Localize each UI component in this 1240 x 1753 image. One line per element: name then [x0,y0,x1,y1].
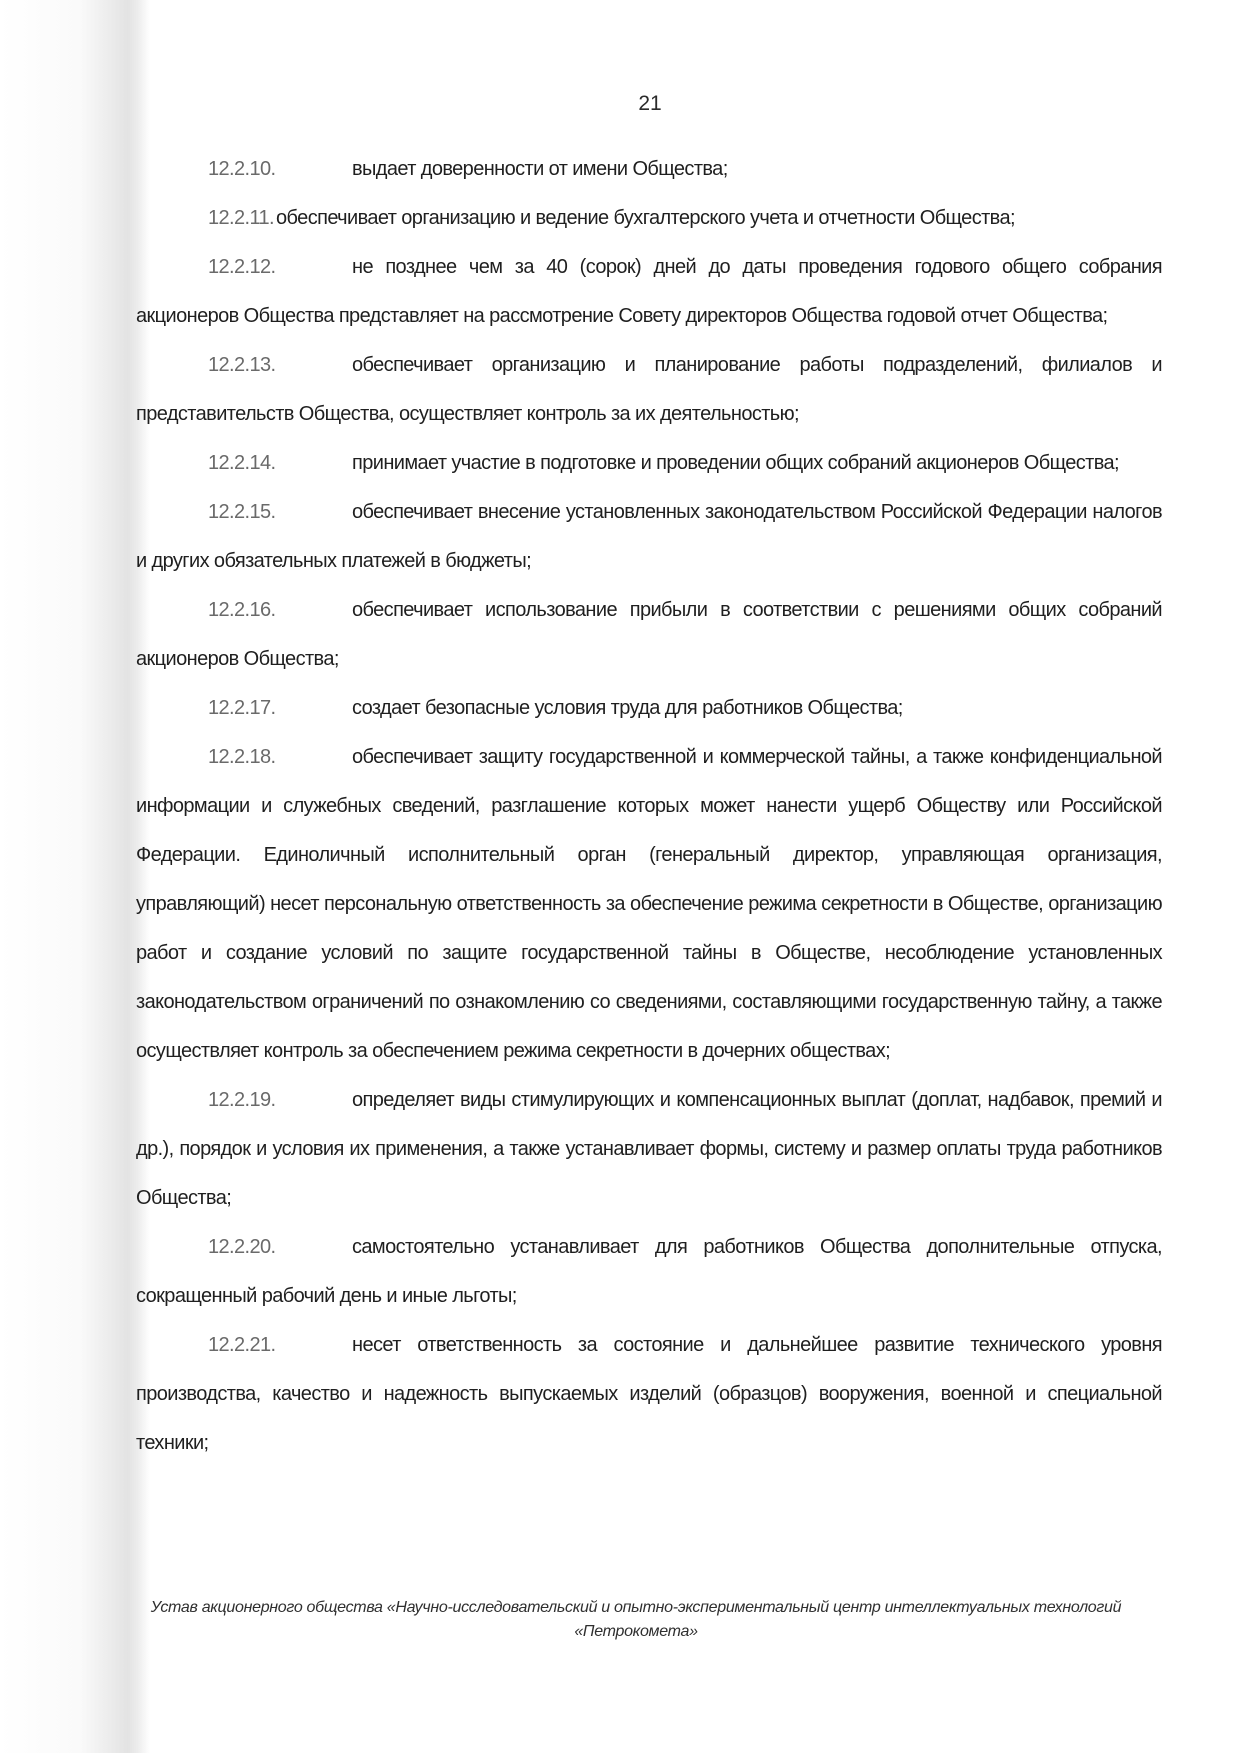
clause-12-2-15 [136,488,1162,586]
footer-line-1: Устав акционерного общества «Научно-исследовательский и опытно-экспериментальный центр интеллектуальных технологий [150,1599,1122,1616]
document-footer [136,1596,1136,1644]
clause-text: принимает участие в подготовке и проведении общих собраний акционеров Общества; [352,452,1119,474]
clause-text: определяет виды стимулирующих и компенсационных выплат (доплат, надбавок, премий и др.), порядок и условия их применения, а также устанавливает формы, систему и размер оплаты труда работников Общества; [136,1089,1162,1209]
clause-12-2-14 [136,439,1162,488]
document-body [136,145,1162,1468]
clause-12-2-11 [136,194,1162,243]
clause-text: выдает доверенности от имени Общества; [352,158,728,180]
clause-number: 12.2.21. [208,1334,276,1356]
clause-text: несет ответственность за состояние и дальнейшее развитие технического уровня производства, качество и надежность выпускаемых изделий (образцов) вооружения, военной и специальной техники; [136,1334,1162,1454]
clause-number: 12.2.17. [208,697,276,719]
clause-text: создает безопасные условия труда для работников Общества; [352,697,903,719]
clause-12-2-12 [136,243,1162,341]
clause-number: 12.2.13. [208,354,276,376]
clause-number: 12.2.19. [208,1089,276,1111]
page-number: 21 [638,92,662,115]
clause-number: 12.2.14. [208,452,276,474]
clause-12-2-16 [136,586,1162,684]
clause-text: обеспечивает использование прибыли в соответствии с решениями общих собраний акционеров Общества; [136,599,1162,670]
clause-text: обеспечивает организацию и планирование работы подразделений, филиалов и представительств Общества, осуществляет контроль за их деятельностью; [136,354,1162,425]
clause-text: обеспечивает внесение установленных законодательством Российской Федерации налогов и других обязательных платежей в бюджеты; [136,501,1162,572]
clause-12-2-10 [136,145,1162,194]
clause-12-2-21 [136,1321,1162,1468]
clause-number: 12.2.20. [208,1236,276,1258]
clause-number: 12.2.11. [208,207,275,229]
clause-12-2-17 [136,684,1162,733]
clause-12-2-19 [136,1076,1162,1223]
clause-text: не позднее чем за 40 (сорок) дней до даты проведения годового общего собрания акционеров Общества представляет на рассмотрение Совету директоров Общества годовой отчет Общества; [136,256,1162,327]
clause-number: 12.2.12. [208,256,276,278]
clause-number: 12.2.15. [208,501,276,523]
clause-number: 12.2.10. [208,158,276,180]
footer-line-2: «Петрокомета» [574,1623,698,1640]
clause-number: 12.2.16. [208,599,276,621]
clause-text: обеспечивает защиту государственной и коммерческой тайны, а также конфиденциальной информации и служебных сведений, разглашение которых может нанести ущерб Обществу или Российской Федерации. Единоличный исполнительный орган (генеральный директор, управляющая организация, управляющий) несет персональную ответственность за обеспечение режима секретности в Обществе, организацию работ и создание условий по защите государственной тайны в Обществе, несоблюдение установленных законодательством ограничений по ознакомлению со сведениями, составляющими государственную тайну, а также осуществляет контроль за обеспечением режима секретности в дочерних обществах; [136,746,1162,1062]
clause-12-2-13 [136,341,1162,439]
clause-text: обеспечивает организацию и ведение бухгалтерского учета и отчетности Общества; [276,207,1015,229]
clause-number: 12.2.18. [208,746,276,768]
clause-text: самостоятельно устанавливает для работников Общества дополнительные отпуска, сокращенный рабочий день и иные льготы; [136,1236,1162,1307]
clause-12-2-18 [136,733,1162,1076]
clause-12-2-20 [136,1223,1162,1321]
